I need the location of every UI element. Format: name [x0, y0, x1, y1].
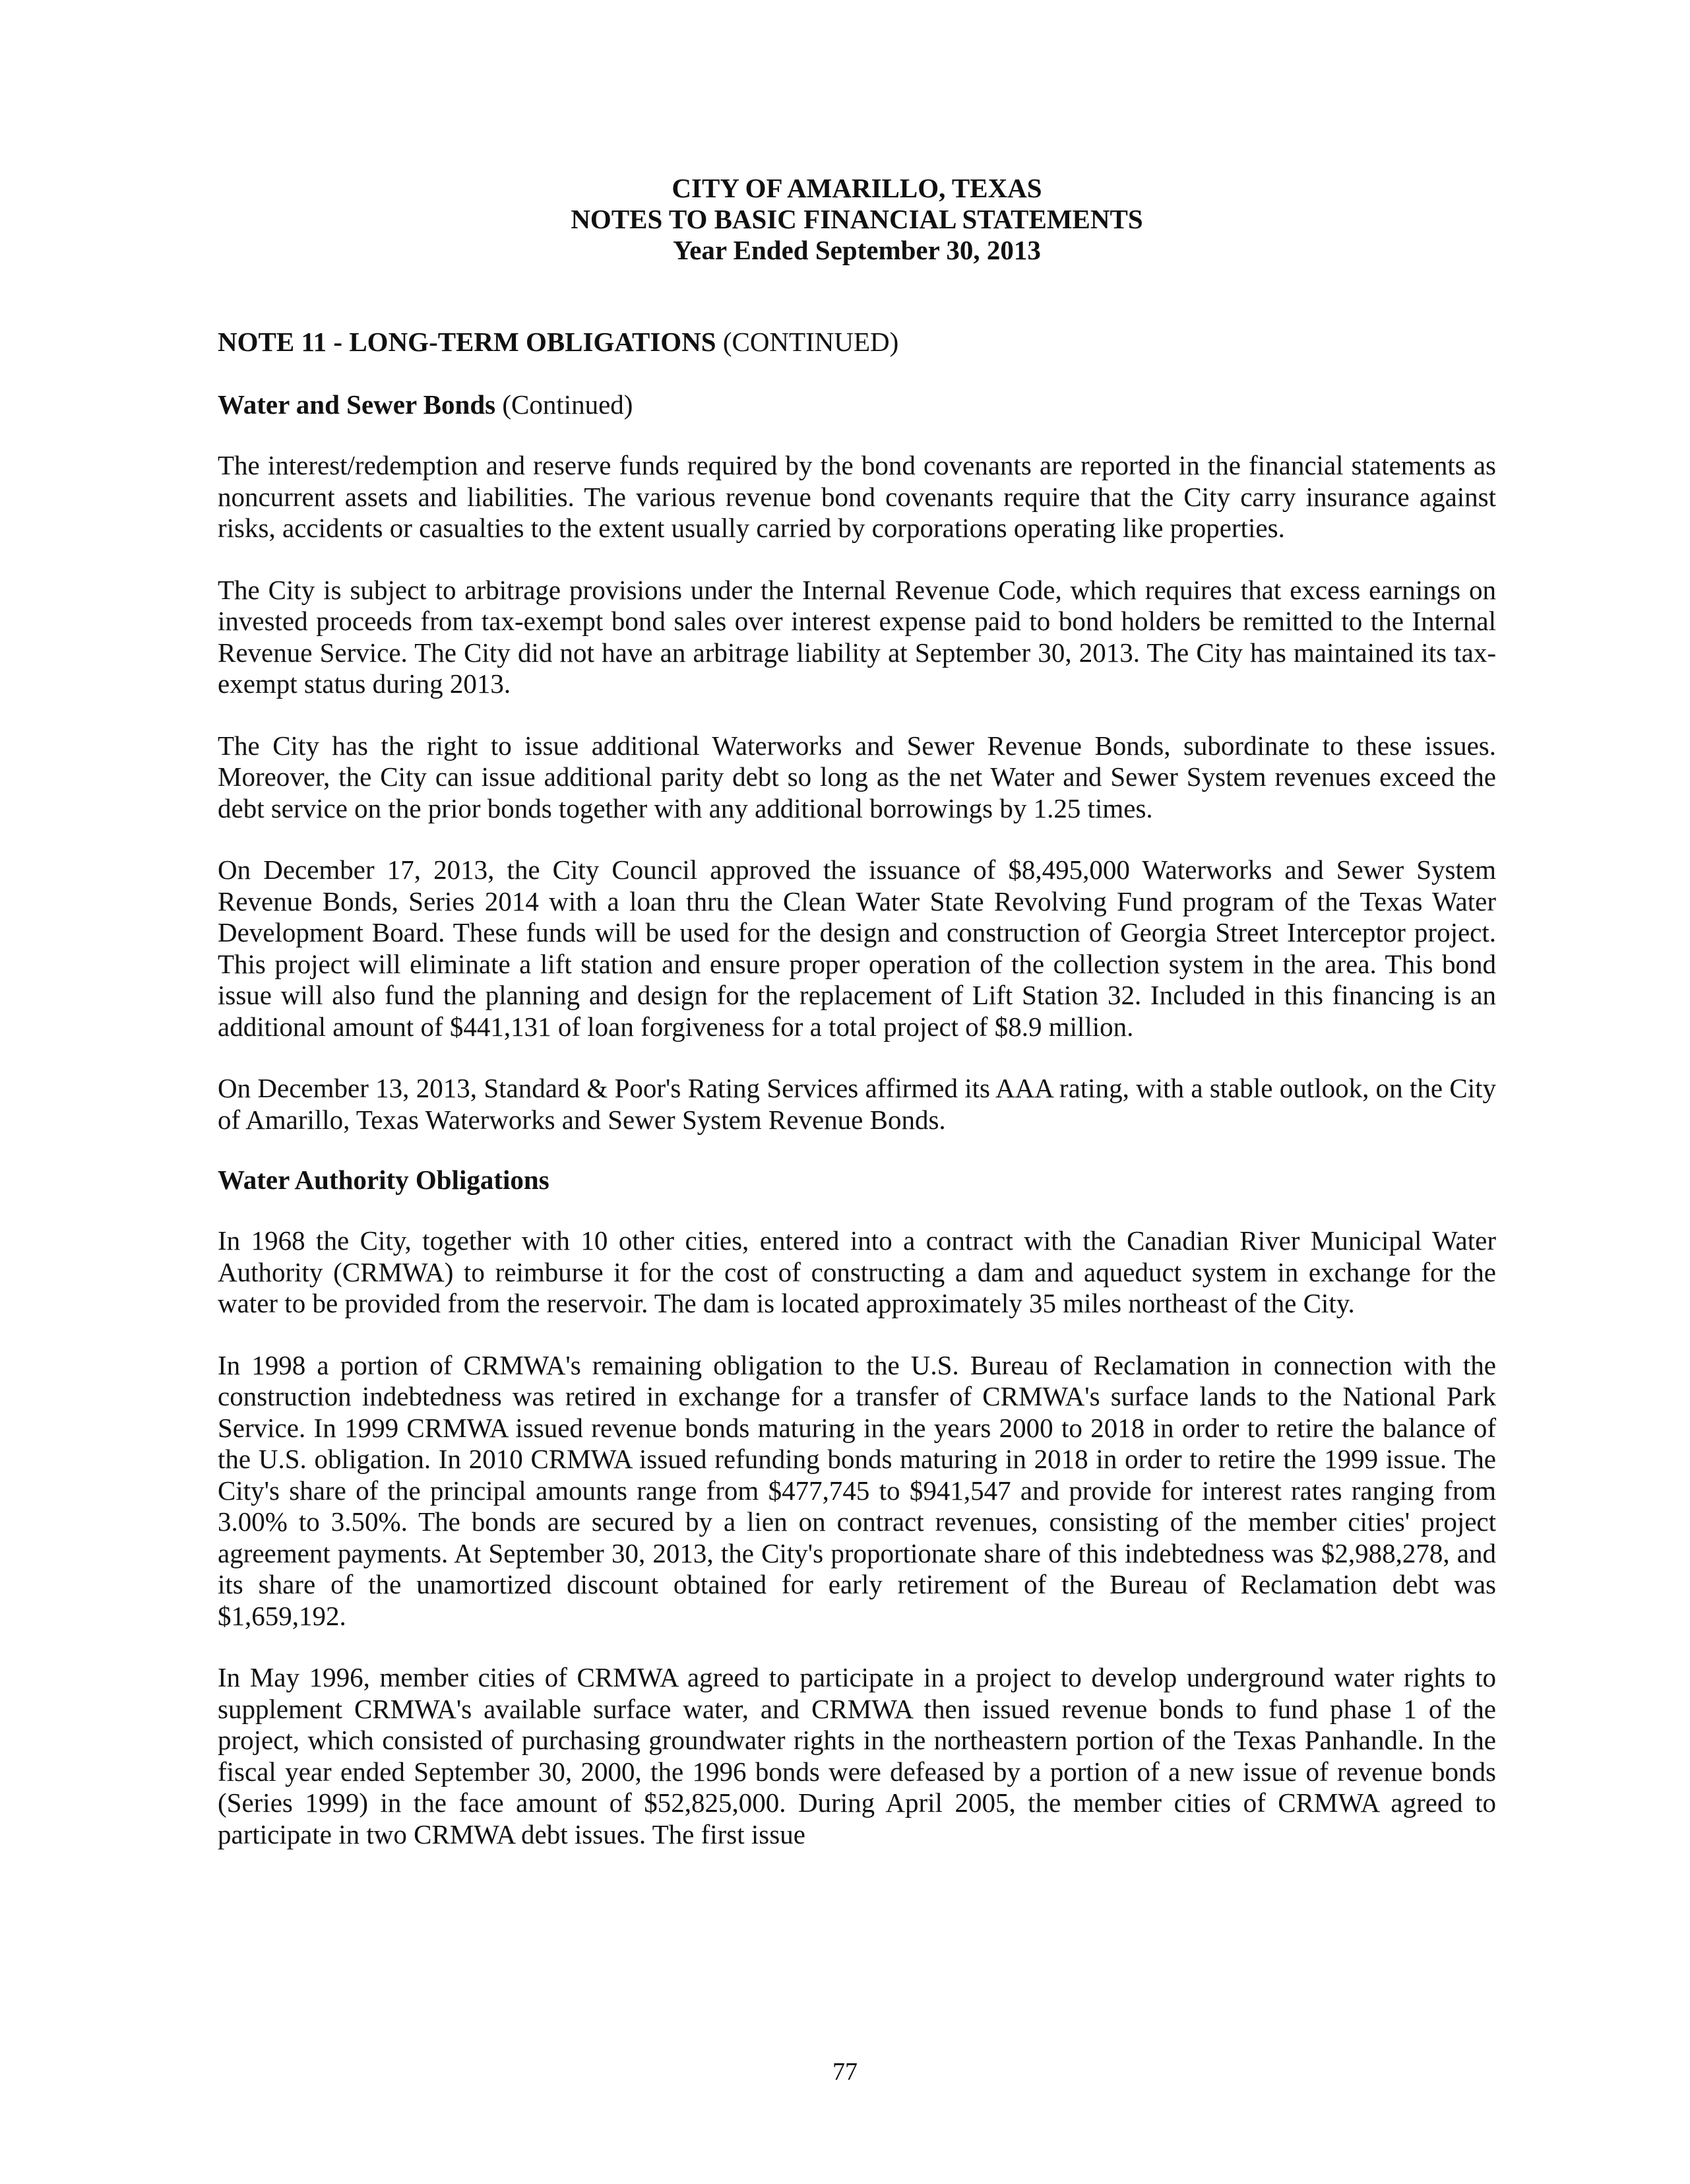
section-heading-title: Water and Sewer Bonds: [218, 389, 496, 420]
section-heading-water-sewer-bonds: [218, 388, 1496, 421]
section-heading-water-authority-obligations: [218, 1163, 1496, 1196]
paragraph: The City is subject to arbitrage provisions under the Internal Revenue Code, which requires that excess earnings on invested proceeds from tax-exempt bond sales over interest expense paid to bond holders be remitted to the Internal Revenue Service. The City did not have an arbitrage liability at September 30, 2013. The City has maintained its tax-exempt status during 2013.: [218, 574, 1496, 699]
note-heading-title: NOTE 11 - LONG-TERM OBLIGATIONS: [218, 327, 716, 357]
note-heading: [218, 325, 1496, 358]
note-heading-suffix: (CONTINUED): [716, 327, 899, 357]
document-header: [218, 173, 1496, 266]
paragraph: The City has the right to issue additional Waterworks and Sewer Revenue Bonds, subordinate to these issues. Moreover, the City can issue additional parity debt so long as the net Water and Sewer System revenues exceed the debt service on the prior bonds together with any additional borrowings by 1.25 times.: [218, 730, 1496, 823]
paragraph: In 1998 a portion of CRMWA's remaining obligation to the U.S. Bureau of Reclamation in connection with the construction indebtedness was retired in exchange for a transfer of CRMWA's surface lands to the National Park Service. In 1999 CRMWA issued revenue bonds maturing in the years 2000 to 2018 in order to retire the balance of the U.S. obligation. In 2010 CRMWA issued refunding bonds maturing in 2018 in order to retire the 1999 issue. The City's share of the principal amounts range from $477,745 to $941,547 and provide for interest rates ranging from 3.00% to 3.50%. The bonds are secured by a lien on contract revenues, consisting of the member cities' project agreement payments. At September 30, 2013, the City's proportionate share of this indebtedness was $2,988,278, and its share of the unamortized discount obtained for early retirement of the Bureau of Reclamation debt was $1,659,192.: [218, 1349, 1496, 1631]
paragraph: The interest/redemption and reserve funds required by the bond covenants are reported in the financial statements as noncurrent assets and liabilities. The various revenue bond covenants require that the City carry insurance against risks, accidents or casualties to the extent usually carried by corporations operating like properties.: [218, 450, 1496, 543]
paragraph: In May 1996, member cities of CRMWA agreed to participate in a project to develop underground water rights to supplement CRMWA's available surface water, and CRMWA then issued revenue bonds to fund phase 1 of the project, which consisted of purchasing groundwater rights in the northeastern portion of the Texas Panhandle. In the fiscal year ended September 30, 2000, the 1996 bonds were defeased by a portion of a new issue of revenue bonds (Series 1999) in the face amount of $52,825,000. During April 2005, the member cities of CRMWA agreed to participate in two CRMWA debt issues. The first issue: [218, 1662, 1496, 1849]
page-number: 77: [832, 2058, 858, 2086]
section-heading-suffix: (Continued): [495, 389, 633, 420]
paragraph: On December 17, 2013, the City Council approved the issuance of $8,495,000 Waterworks and Sewer System Revenue Bonds, Series 2014 with a loan thru the Clean Water State Revolving Fund program of the Texas Water Development Board. These funds will be used for the design and construction of Georgia Street Interceptor project. This project will eliminate a lift station and ensure proper operation of the collection system in the area. This bond issue will also fund the planning and design for the replacement of Lift Station 32. Included in this financing is an additional amount of $441,131 of loan forgiveness for a total project of $8.9 million.: [218, 854, 1496, 1042]
paragraph: In 1968 the City, together with 10 other cities, entered into a contract with the Canadian River Municipal Water Authority (CRMWA) to reimburse it for the cost of constructing a dam and aqueduct system in exchange for the water to be provided from the reservoir. The dam is located approximately 35 miles northeast of the City.: [218, 1225, 1496, 1318]
section-heading-title: Water Authority Obligations: [218, 1165, 549, 1195]
paragraph: On December 13, 2013, Standard & Poor's Rating Services affirmed its AAA rating, with a stable outlook, on the City of Amarillo, Texas Waterworks and Sewer System Revenue Bonds.: [218, 1073, 1496, 1135]
header-document-title: NOTES TO BASIC FINANCIAL STATEMENTS: [571, 204, 1143, 234]
document-page: [218, 173, 1496, 1850]
header-period: Year Ended September 30, 2013: [673, 235, 1041, 265]
header-entity-name: CITY OF AMARILLO, TEXAS: [672, 173, 1042, 203]
